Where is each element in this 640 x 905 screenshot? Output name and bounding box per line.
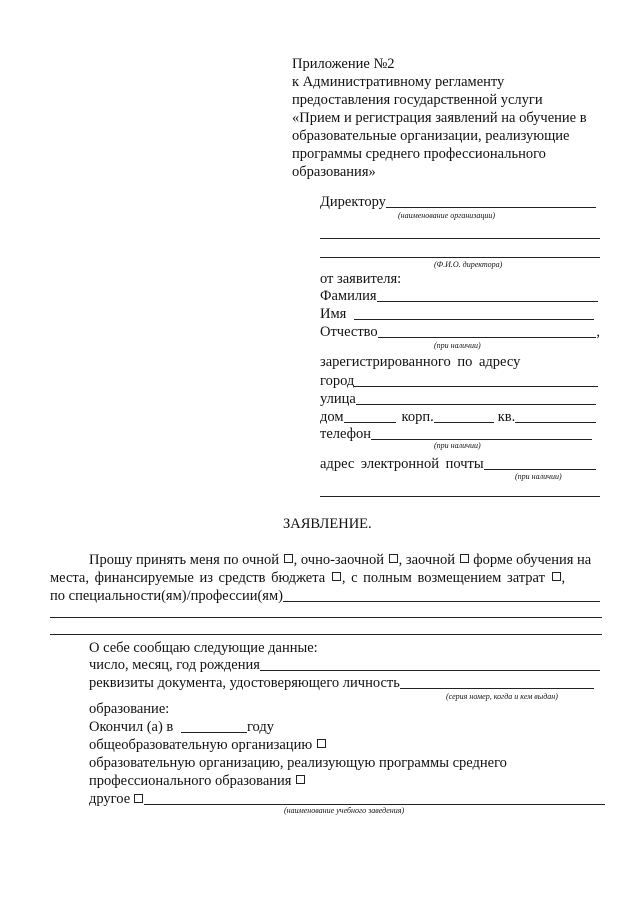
registered-label: зарегистрированного по адресу [320, 354, 521, 370]
city-line[interactable] [354, 386, 598, 387]
graduation-year-field[interactable] [89, 718, 274, 736]
birthdate-field[interactable] [89, 656, 600, 674]
institution-hint: (наименование учебного заведения) [284, 806, 405, 815]
places-text: , с полным возмещением затрат [341, 570, 545, 586]
graduated-suffix: году [246, 719, 274, 735]
spo-option-label: образовательную организацию, реализующую программы среднего [89, 755, 507, 771]
director-name-hint: (Ф.И.О. директора) [434, 260, 503, 269]
birthdate-line[interactable] [260, 670, 600, 671]
email-field[interactable] [320, 455, 596, 473]
graduated-prefix: Окончил (а) в [89, 719, 174, 735]
education-label: образование: [89, 701, 170, 717]
paid-checkbox[interactable] [552, 572, 561, 581]
surname-line[interactable] [377, 301, 599, 302]
appendix-line: образовательные организации, реализующие [292, 128, 570, 144]
full-time-checkbox[interactable] [284, 554, 293, 563]
email-line[interactable] [484, 469, 596, 470]
id-document-line[interactable] [400, 688, 594, 689]
apartment-label: кв. [497, 409, 516, 425]
appendix-line: «Прием и регистрация заявлений на обучение в [292, 110, 587, 126]
specialty-extra-line[interactable] [50, 617, 602, 618]
institution-line[interactable] [144, 804, 605, 805]
places-line [50, 569, 565, 587]
surname-field[interactable] [320, 287, 598, 305]
budget-checkbox[interactable] [332, 572, 341, 581]
from-applicant-label: от заявителя: [320, 271, 402, 287]
patronymic-field[interactable] [320, 323, 600, 341]
building-line[interactable] [434, 422, 494, 423]
surname-label: Фамилия [320, 288, 377, 304]
house-label: дом [320, 409, 344, 425]
appendix-line: образования» [292, 164, 376, 180]
specialty-line[interactable] [283, 601, 600, 602]
other-checkbox[interactable] [134, 794, 143, 803]
city-field[interactable] [320, 372, 598, 390]
spo-option [89, 772, 306, 790]
specialty-field[interactable] [50, 587, 600, 605]
director-extra-line[interactable] [320, 238, 600, 239]
places-text: , [561, 570, 566, 586]
phone-label: телефон [320, 426, 372, 442]
director-label: Директору [320, 194, 386, 210]
spo-checkbox[interactable] [296, 775, 305, 784]
id-document-hint: (серия номер, когда и кем выдан) [446, 692, 558, 701]
city-label: город [320, 373, 355, 389]
places-text: места, финансируемые из средств бюджета [50, 570, 326, 586]
appendix-line: к Административному регламенту [292, 74, 505, 90]
patronymic-line[interactable] [378, 337, 597, 338]
director-name-line[interactable] [320, 257, 600, 258]
email-hint: (при наличии) [515, 472, 562, 481]
patronymic-label: Отчество [320, 324, 378, 340]
specialty-label: по специальности(ям)/профессии(ям) [50, 588, 283, 604]
specialty-extra-line[interactable] [50, 634, 602, 635]
appendix-title: Приложение №2 [292, 56, 395, 72]
email-extra-line[interactable] [320, 496, 600, 497]
part-time-checkbox[interactable] [389, 554, 398, 563]
document-title: ЗАЯВЛЕНИЕ. [283, 516, 372, 532]
birthdate-label: число, месяц, год рождения [89, 657, 260, 673]
director-field[interactable] [320, 193, 596, 211]
phone-line[interactable] [371, 439, 592, 440]
patronymic-hint: (при наличии) [434, 341, 481, 350]
general-edu-option [89, 736, 327, 754]
graduation-year-line[interactable] [181, 732, 247, 733]
street-field[interactable] [320, 390, 596, 408]
street-line[interactable] [356, 404, 596, 405]
org-hint: (наименование организации) [398, 211, 496, 220]
name-field[interactable] [320, 305, 594, 323]
email-label: адрес электронной почты [320, 456, 484, 472]
request-text: , заочной [398, 552, 455, 568]
request-text: Прошу принять меня по очной [89, 552, 280, 568]
house-line[interactable] [344, 422, 396, 423]
house-field[interactable] [320, 408, 596, 426]
id-document-field[interactable] [89, 674, 594, 692]
director-org-line[interactable] [386, 207, 596, 208]
appendix-line: программы среднего профессионального [292, 146, 546, 162]
request-text: , очно-заочной [293, 552, 385, 568]
distance-checkbox[interactable] [460, 554, 469, 563]
street-label: улица [320, 391, 356, 407]
appendix-line: предоставления государственной услуги [292, 92, 543, 108]
apartment-line[interactable] [515, 422, 596, 423]
building-label: корп. [401, 409, 434, 425]
patronymic-comma: , [596, 324, 600, 340]
general-edu-checkbox[interactable] [317, 739, 326, 748]
general-edu-label: общеобразовательную организацию [89, 737, 313, 753]
about-self-label: О себе сообщаю следующие данные: [89, 640, 318, 656]
name-label: Имя [320, 306, 347, 322]
request-text: форме обучения на [473, 552, 592, 568]
id-document-label: реквизиты документа, удостоверяющего личность [89, 675, 400, 691]
other-label: другое [89, 791, 131, 807]
name-line[interactable] [354, 319, 594, 320]
phone-hint: (при наличии) [434, 441, 481, 450]
request-line [89, 551, 591, 569]
spo-option-label: профессионального образования [89, 773, 292, 789]
